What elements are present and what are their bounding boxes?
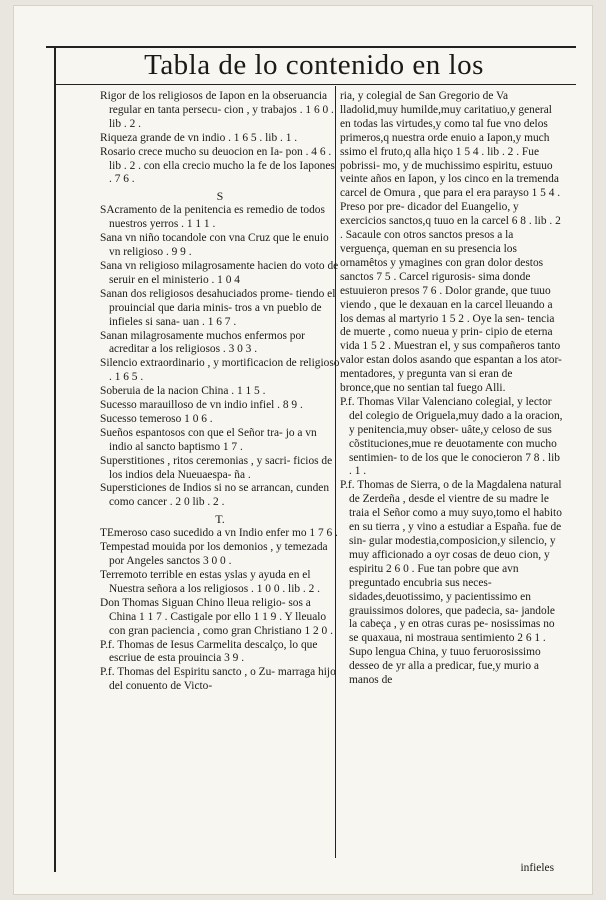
book-page <box>14 6 592 894</box>
index-entry: Rigor de los religiosos de Iapon en la obseruancia regular en tanta persecu- cion , y trabajos . 1 6 0 . lib . 2 . <box>100 90 334 130</box>
page-frame-left-rule <box>54 46 56 872</box>
index-entry: Superstitiones , ritos ceremonias , y sacri- ficios de los indios dela Nueuaespa- ña . <box>100 454 333 481</box>
index-entry: P.f. Thomas de Sierra, o de la Magdalena natural de Zerdeña , desde el vientre de su madre le traia el Señor como a muy suyo,tomo el habito en su tierra , y vino a estudiar a España. fue de sin- gular modestia,composicion,y silencio, y muy afficionado a oyr cosas de deuo cion, y espiritu 2 6 0 . Fue tan pobre que avn preguntado encubria sus neces- sidades,deuotissimo, y pacientissimo en grauissimos dolores, que padecia, sa- jandole la cabeça , y en otras curas pe- nosissimas no se quaxaua, ni mostraua sentimiento 2 6 1 . Supo lengua China, y tuuo feruorosissimo desseo de yr alla a predicar, fue,y murio a manos de <box>340 479 562 687</box>
left-column <box>100 90 340 694</box>
index-entry: Rosario crece mucho su deuocion en Ia- pon . 4 6 . lib . 2 . con ella crecio mucho la fe de los Iapones . 7 6 . <box>100 145 335 186</box>
section-letter: T. <box>215 512 225 527</box>
index-entry: TEmeroso caso sucedido a vn Indio enfer mo 1 7 6 . <box>100 527 338 540</box>
index-entry: Sucesso temeroso 1 0 6 . <box>100 412 213 425</box>
index-entry: P.f. Thomas Vilar Valenciano colegial, y lector del colegio de Origuela,muy dado a la oracion, y penitencia,muy obser- uâte,y celoso de sus cõstituciones,mue re deuotamente con mucho sentimien- to de los que le conocieron 7 8 . lib . 1 . <box>340 395 563 478</box>
index-entry: Sanan dos religiosos desahuciados prome- tiendo el prouincial que daria minis- tros a vn pueblo de infieles si sana- uan . 1 6 7 . <box>100 287 336 328</box>
index-entry: Sucesso marauilloso de vn indio infiel . 8 9 . <box>100 399 303 412</box>
index-entry: Riqueza grande de vn indio . 1 6 5 . lib . 1 . <box>100 131 298 144</box>
index-entry: Supersticiones de Indios si no se arrancan, cunden como cancer . 2 0 lib . 2 . <box>100 482 330 509</box>
section-letter: S <box>216 189 224 204</box>
right-column <box>340 90 564 688</box>
index-entry: Sana vn niño tocandole con vna Cruz que le enuio vn religioso . 9 9 . <box>100 232 329 259</box>
index-entry: Sanan milagrosamente muchos enfermos por acreditar a los religiosos . 3 0 3 . <box>100 329 305 356</box>
index-entry: Don Thomas Siguan Chino lleua religio- sos a China 1 1 7 . Castigale por ello 1 1 9 . Y lleualo con gran paciencia , como gran Christiano 1 2 0 . <box>100 596 333 637</box>
page-title: Tabla de lo contenido en los <box>144 49 484 81</box>
index-entry: P.f. Thomas de Iesus Carmelita descalço, lo que escriue de esta prouincia 3 9 . <box>100 638 318 665</box>
index-entry: Soberuia de la nacion China . 1 1 5 . <box>100 385 266 398</box>
index-entry: P.f. Thomas del Espiritu sancto , o Zu- marraga hijo del conuento de Victo- <box>100 666 336 693</box>
catchword: infieles <box>520 862 554 874</box>
index-entry: Tempestad mouida por los demonios , y temezada por Angeles sanctos 3 0 0 . <box>100 541 328 568</box>
index-entry: Sana vn religioso milagrosamente hacien do voto de seruir en el ministerio . 1 0 4 <box>100 259 339 286</box>
index-entry: ria, y colegial de San Gregorio de Va lladolid,muy humilde,muy caritatiuo,y general en todas las virtudes,y como tal fue vno delos primeros,q nuestra orde enuio a Iapon,y much ssimo el fruto,q alla hiço 1 5 4 . lib . 2 . Fue pobrissi- mo, y de muchissimo espiritu, estuuo veinte años en Iapon, y los cinco en la tremenda carcel de Omura , que para el era parayso 1 5 4 . Preso por pre- dicador del Euangelio, y exercicios sanctos,q tuuo en la carcel 6 8 . lib . 2 . Sacaule con otros sanctos presos a la verguença, queman en su presencia los ornamêtos y ymagines con gran dolor destos sanctos 7 5 . Carcel rigurosis- sima donde estuuieron presos 7 6 . Dolor grande, que tuuo viendo , que le dexauan en la carcel lleuando a los demas al martyrio 1 5 2 . Oye la sen- tencia de muerte , como nueua y prin- cipio de eterna vida 1 5 2 . Muestran el, y sus compañeros tanto valor estan dolos asando que espantan a los ator- mentadores, y pregunta van si eran de bronce,que no sentian tal fuego Alli. <box>340 90 562 395</box>
index-entry: SAcramento de la penitencia es remedio de todos nuestros yerros . 1 1 1 . <box>100 204 325 231</box>
index-entry: Terremoto terrible en estas yslas y ayuda en el Nuestra señora a los religiosos . 1 0 0 . lib . 2 . <box>100 569 321 595</box>
title-rule <box>54 84 576 85</box>
index-entry: Silencio extraordinario , y mortificacion de religioso . 1 6 5 . <box>100 357 340 384</box>
index-entry: Sueños espantosos con que el Señor tra- jo a vn indio al sancto baptismo 1 7 . <box>100 426 317 453</box>
